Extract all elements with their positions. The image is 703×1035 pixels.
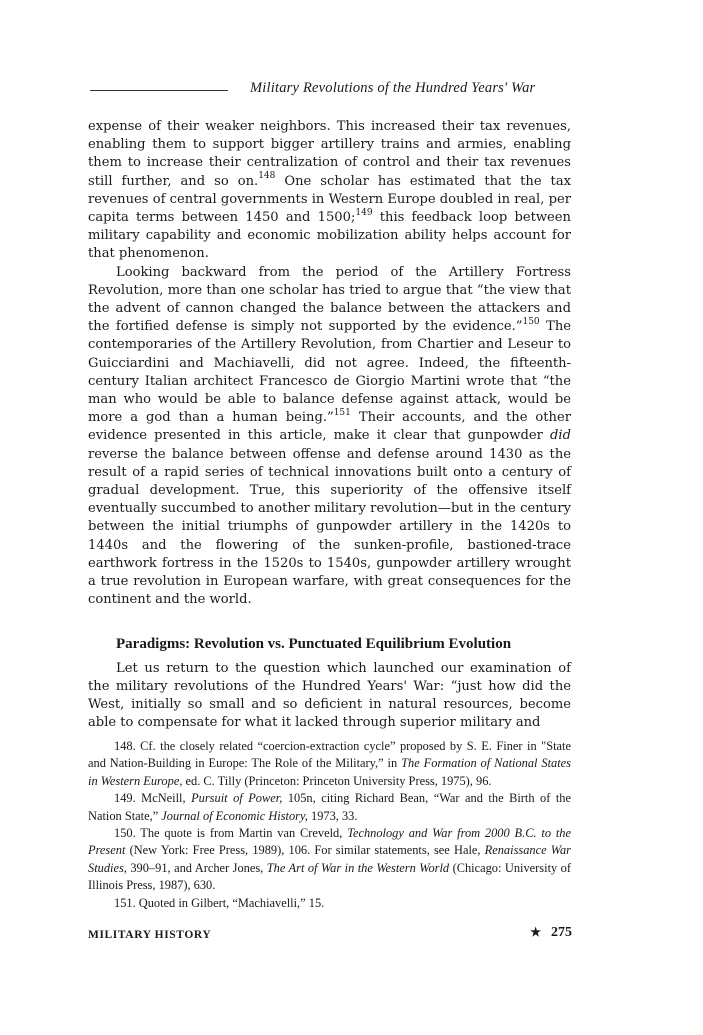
footer-page-number — [512, 925, 572, 941]
footnote-148: 148. Cf. the closely related “coercion-extraction cycle” proposed by S. E. Finer in "State and Nation-Building in Europe: The Role of the Military,” in The Formation of National States in Western Europe, ed. C. Tilly (Princeton: Princeton University Press, 1975), 96. — [88, 739, 572, 788]
article-body — [88, 118, 571, 733]
section-heading: Paradigms: Revolution vs. Punctuated Equilibrium Evolution — [116, 636, 512, 653]
star-icon: ★ — [530, 925, 541, 939]
footnote-150: 150. The quote is from Martin van Creveld, Technology and War from 2000 B.C. to the Present (New York: Free Press, 1989), 106. For similar statements, see Hale, Renaissance War Studies, 390–91, and Archer Jones, The Art of War in the Western World (Chicago: University of Illinois Press, 1987), 630. — [88, 826, 571, 893]
page-number: 275 — [551, 925, 572, 940]
paragraph-3: Let us return to the question which launched our examination of the military revolutions of the Hundred Years' War: “just how did the West, initially so small and so deficient in natural resources, become able to compensate for what it lacked through superior military and — [88, 660, 571, 731]
footer-journal-name: MILITARY HISTORY — [88, 929, 212, 941]
footnote-149: 149. McNeill, Pursuit of Power, 105n, citing Richard Bean, “War and the Birth of the Nation State,” Journal of Economic History, 1973, 33. — [88, 791, 572, 823]
footnotes — [88, 738, 571, 912]
emphasis-did: did — [550, 428, 571, 444]
running-head-title: Military Revolutions of the Hundred Years' War — [250, 80, 536, 96]
footnote-ref-151[interactable]: 151 — [333, 407, 351, 418]
footnote-ref-150[interactable]: 150 — [522, 316, 540, 327]
footnote-ref-149[interactable]: 149 — [355, 207, 373, 218]
header-rule — [90, 90, 228, 91]
footnote-151: 151. Quoted in Gilbert, “Machiavelli,” 15. — [114, 895, 325, 910]
paragraph-2: Looking backward from the period of the Artillery Fortress Revolution, more than one scholar has tried to argue that “the view that the advent of cannon changed the balance between the attackers and the fortified defense is simply not supported by the evidence.”$^{150}$ The contemporaries of the Artillery Revolution, from Chartier and Leseur to Guicciardini and Machiavelli, did not agree. Indeed, the fifteenth-century Italian architect Francesco de Giorgio Martini wrote that “the man who would be able to balance defense against attack, would be more a god than a human being.”$^{151}$ Their accounts, and the other evidence presented in this article, make it clear that gunpowder did reverse the balance between offense and defense around 1430 as the result of a rapid series of technical innovations built onto a century of gradual development. True, this superiority of the offensive itself eventually succumbed to another military revolution—but in the century between the initial triumphs of gunpowder artillery in the 1420s to 1440s and the flowering of the sunken-profile, bastioned-trace earthwork fortress in the 1520s to 1540s, gunpowder artillery wrought a true revolution in European warfare, with great consequences for the continent and the world. — [88, 264, 571, 608]
footnote-ref-148[interactable]: 148 — [258, 171, 276, 182]
paragraph-1: expense of their weaker neighbors. This increased their tax revenues, enabling them to support bigger artillery trains and armies, enabling them to increase their centralization of control and their tax revenues still further, and so on.$^{148}$ One scholar has estimated that the tax revenues of central governments in Western Europe doubled in real, per capita terms between 1450 and 1500;$^{149}$ this feedback loop between military capability and economic mobilization ability helps account for that phenomenon. — [88, 119, 572, 262]
